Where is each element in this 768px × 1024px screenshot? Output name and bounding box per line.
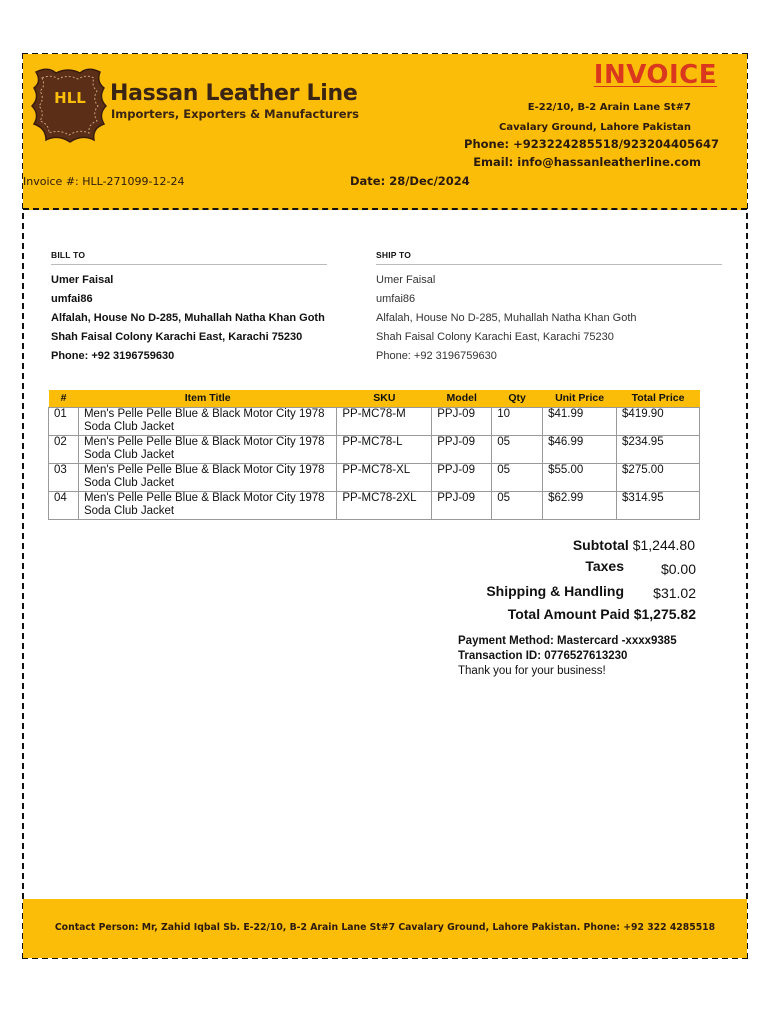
cell-item-title: Men's Pelle Pelle Blue & Black Motor City 1978 Soda Club Jacket (78, 435, 336, 463)
total-value: $1,275.82 (633, 606, 696, 622)
cell-item-title: Men's Pelle Pelle Blue & Black Motor City 1978 Soda Club Jacket (78, 491, 336, 519)
cell-unit-price: $41.99 (543, 407, 617, 435)
invoice-footer (23, 899, 747, 958)
company-email: Email: info@hassanleatherline.com (473, 155, 701, 169)
invoice-number: Invoice #: HLL-271099-12-24 (23, 175, 185, 188)
cell-item-title: Men's Pelle Pelle Blue & Black Motor City 1978 Soda Club Jacket (78, 407, 336, 435)
payment-info (458, 634, 677, 679)
col-header-model: Model (432, 390, 492, 407)
table-header-row (49, 390, 700, 407)
cell-model: PPJ-09 (432, 407, 492, 435)
cell-qty: 05 (492, 463, 543, 491)
col-header-sku: SKU (337, 390, 432, 407)
company-address-line1: E-22/10, B-2 Arain Lane St#7 (527, 102, 691, 113)
cell-qty: 10 (492, 407, 543, 435)
cell-total-price: $275.00 (617, 463, 700, 491)
subtotal-row (573, 537, 695, 553)
col-header-number: # (49, 390, 79, 407)
cell-sku: PP-MC78-L (337, 435, 432, 463)
cell-sku: PP-MC78-2XL (337, 491, 432, 519)
bill-to-heading: BILL TO (51, 250, 327, 265)
taxes-label: Taxes (585, 558, 624, 574)
invoice-date: Date: 28/Dec/2024 (350, 174, 470, 188)
col-header-item-title: Item Title (78, 390, 336, 407)
cell-sku: PP-MC78-M (337, 407, 432, 435)
cell-number: 03 (49, 463, 79, 491)
table-row (49, 491, 700, 519)
invoice-header (23, 54, 747, 210)
cell-unit-price: $46.99 (543, 435, 617, 463)
cell-number: 01 (49, 407, 79, 435)
cell-model: PPJ-09 (432, 491, 492, 519)
cell-qty: 05 (492, 435, 543, 463)
items-table (48, 390, 700, 520)
company-name: Hassan Leather Line (110, 81, 358, 106)
logo-text: HLL (54, 89, 86, 107)
footer-contact: Contact Person: Mr, Zahid Iqbal Sb. E-22/10, B-2 Arain Lane St#7 Cavalary Ground, Lahore Pakistan. Phone: +92 322 4285518 (54, 922, 716, 933)
bill-to-section (51, 250, 327, 366)
cell-total-price: $234.95 (617, 435, 700, 463)
shipping-value: $31.02 (653, 585, 696, 601)
cell-qty: 05 (492, 491, 543, 519)
total-label: Total Amount Paid (507, 606, 630, 622)
company-tagline: Importers, Exporters & Manufacturers (111, 107, 360, 121)
ship-to-address2: Shah Faisal Colony Karachi East, Karachi 75230 (376, 331, 614, 343)
bill-to-phone: Phone: +92 3196759630 (51, 350, 175, 362)
cell-number: 02 (49, 435, 79, 463)
table-row (49, 463, 700, 491)
table-row (49, 407, 700, 435)
col-header-unit-price: Unit Price (543, 390, 617, 407)
ship-to-section (376, 250, 722, 366)
ship-to-name: Umer Faisal (376, 274, 436, 286)
taxes-value: $0.00 (660, 561, 696, 577)
cell-unit-price: $55.00 (543, 463, 617, 491)
invoice-title: INVOICE (593, 60, 717, 90)
company-phone: Phone: +923224285518/923204405647 (464, 137, 719, 151)
bill-to-address2: Shah Faisal Colony Karachi East, Karachi 75230 (51, 331, 303, 343)
cell-model: PPJ-09 (432, 435, 492, 463)
bill-to-username: umfai86 (51, 293, 93, 305)
col-header-qty: Qty (492, 390, 543, 407)
cell-total-price: $419.90 (617, 407, 700, 435)
total-row (508, 606, 696, 622)
bill-to-address1: Alfalah, House No D-285, Muhallah Natha Khan Goth (51, 312, 325, 324)
table-row (49, 435, 700, 463)
ship-to-heading: SHIP TO (376, 250, 722, 265)
ship-to-phone: Phone: +92 3196759630 (376, 350, 497, 362)
bill-to-name: Umer Faisal (51, 274, 114, 286)
cell-number: 04 (49, 491, 79, 519)
company-address-line2: Cavalary Ground, Lahore Pakistan (499, 122, 691, 133)
cell-total-price: $314.95 (617, 491, 700, 519)
subtotal-label: Subtotal (572, 537, 629, 553)
shipping-label: Shipping & Handling (486, 583, 624, 599)
cell-model: PPJ-09 (432, 463, 492, 491)
subtotal-value: $1,244.80 (632, 537, 695, 553)
ship-to-address1: Alfalah, House No D-285, Muhallah Natha Khan Goth (376, 312, 637, 324)
payment-method: Payment Method: Mastercard -xxxx9385 (458, 635, 677, 647)
cell-unit-price: $62.99 (543, 491, 617, 519)
cell-sku: PP-MC78-XL (337, 463, 432, 491)
col-header-total-price: Total Price (617, 390, 700, 407)
ship-to-username: umfai86 (376, 293, 416, 305)
thank-you-note: Thank you for your business! (458, 665, 606, 677)
transaction-id: Transaction ID: 0776527613230 (458, 650, 628, 662)
cell-item-title: Men's Pelle Pelle Blue & Black Motor City 1978 Soda Club Jacket (78, 463, 336, 491)
